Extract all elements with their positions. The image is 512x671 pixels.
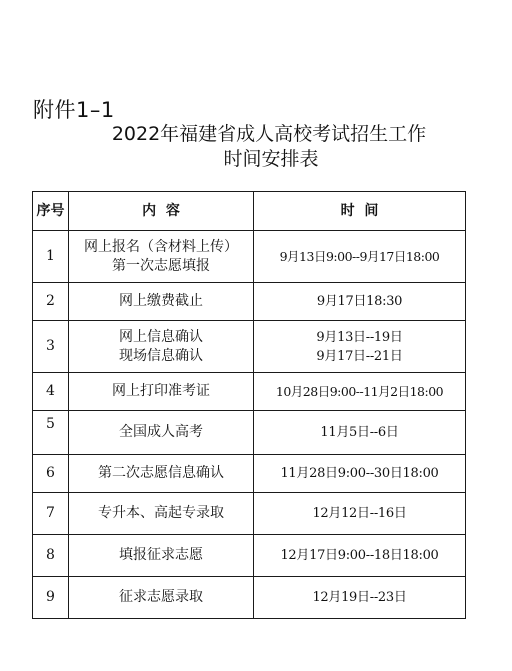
header-time: 时 间 (254, 192, 466, 231)
row-index: 1 (33, 231, 69, 283)
row-time-line: 11月5日--6日 (320, 425, 399, 440)
row-index: 7 (33, 493, 69, 535)
row-index: 8 (33, 535, 69, 577)
table-row (33, 321, 466, 373)
header-content: 内 容 (69, 192, 254, 231)
row-index: 6 (33, 455, 69, 493)
row-content (69, 455, 254, 493)
row-time (254, 493, 466, 535)
row-content-line: 第二次志愿信息确认 (98, 465, 224, 481)
document-subtitle: 时间安排表 (223, 148, 319, 170)
row-time (254, 535, 466, 577)
row-time (254, 231, 466, 283)
row-time-line: 11月28日9:00--30日18:00 (280, 466, 439, 481)
row-content-line: 征求志愿录取 (119, 589, 203, 605)
table-row (33, 283, 466, 321)
row-time (254, 577, 466, 619)
row-content (69, 577, 254, 619)
row-content-line: 现场信息确认 (119, 347, 203, 364)
row-content-line: 网上信息确认 (119, 328, 203, 345)
row-time-line: 9月13日9:00--9月17日18:00 (279, 249, 440, 264)
row-time (254, 411, 466, 455)
row-content (69, 373, 254, 411)
table-row (33, 373, 466, 411)
row-content-line: 全国成人高考 (119, 424, 203, 440)
row-time-line: 9月13日--19日 (316, 329, 403, 345)
row-content-line: 网上打印准考证 (112, 383, 210, 399)
row-index: 9 (33, 577, 69, 619)
document-title: 2022年福建省成人高校考试招生工作 (111, 123, 427, 145)
row-time (254, 455, 466, 493)
row-index: 3 (33, 321, 69, 373)
row-time (254, 283, 466, 321)
row-time (254, 373, 466, 411)
row-content (69, 411, 254, 455)
row-time-line: 9月17日18:30 (316, 294, 403, 309)
row-content-line: 第一次志愿填报 (112, 257, 210, 274)
row-content (69, 535, 254, 577)
row-content (69, 321, 254, 373)
row-time-line: 12月12日--16日 (312, 506, 407, 521)
table-row (33, 493, 466, 535)
row-content (69, 231, 254, 283)
row-time-line: 12月17日9:00--18日18:00 (280, 548, 439, 563)
row-content (69, 283, 254, 321)
row-time-line: 12月19日--23日 (312, 590, 407, 605)
row-index: 4 (33, 373, 69, 411)
row-content (69, 493, 254, 535)
row-time (254, 321, 466, 373)
table-row (33, 535, 466, 577)
header-index: 序号 (33, 192, 69, 231)
schedule-table (32, 191, 466, 619)
table-row (33, 411, 466, 455)
row-content-line: 专升本、高起专录取 (98, 505, 224, 521)
row-content-line: 填报征求志愿 (119, 547, 203, 563)
table-row (33, 577, 466, 619)
row-index: 2 (33, 283, 69, 321)
table-row (33, 455, 466, 493)
row-content-line: 网上缴费截止 (119, 293, 203, 309)
attachment-label: 附件1–1 (33, 98, 115, 122)
row-time-line: 9月17日--21日 (316, 348, 403, 364)
row-content-line: 网上报名（含材料上传） (84, 238, 238, 255)
row-index: 5 (33, 411, 69, 455)
row-time-line: 10月28日9:00--11月2日18:00 (275, 384, 444, 399)
table-row (33, 231, 466, 283)
table-header-row (33, 192, 466, 231)
